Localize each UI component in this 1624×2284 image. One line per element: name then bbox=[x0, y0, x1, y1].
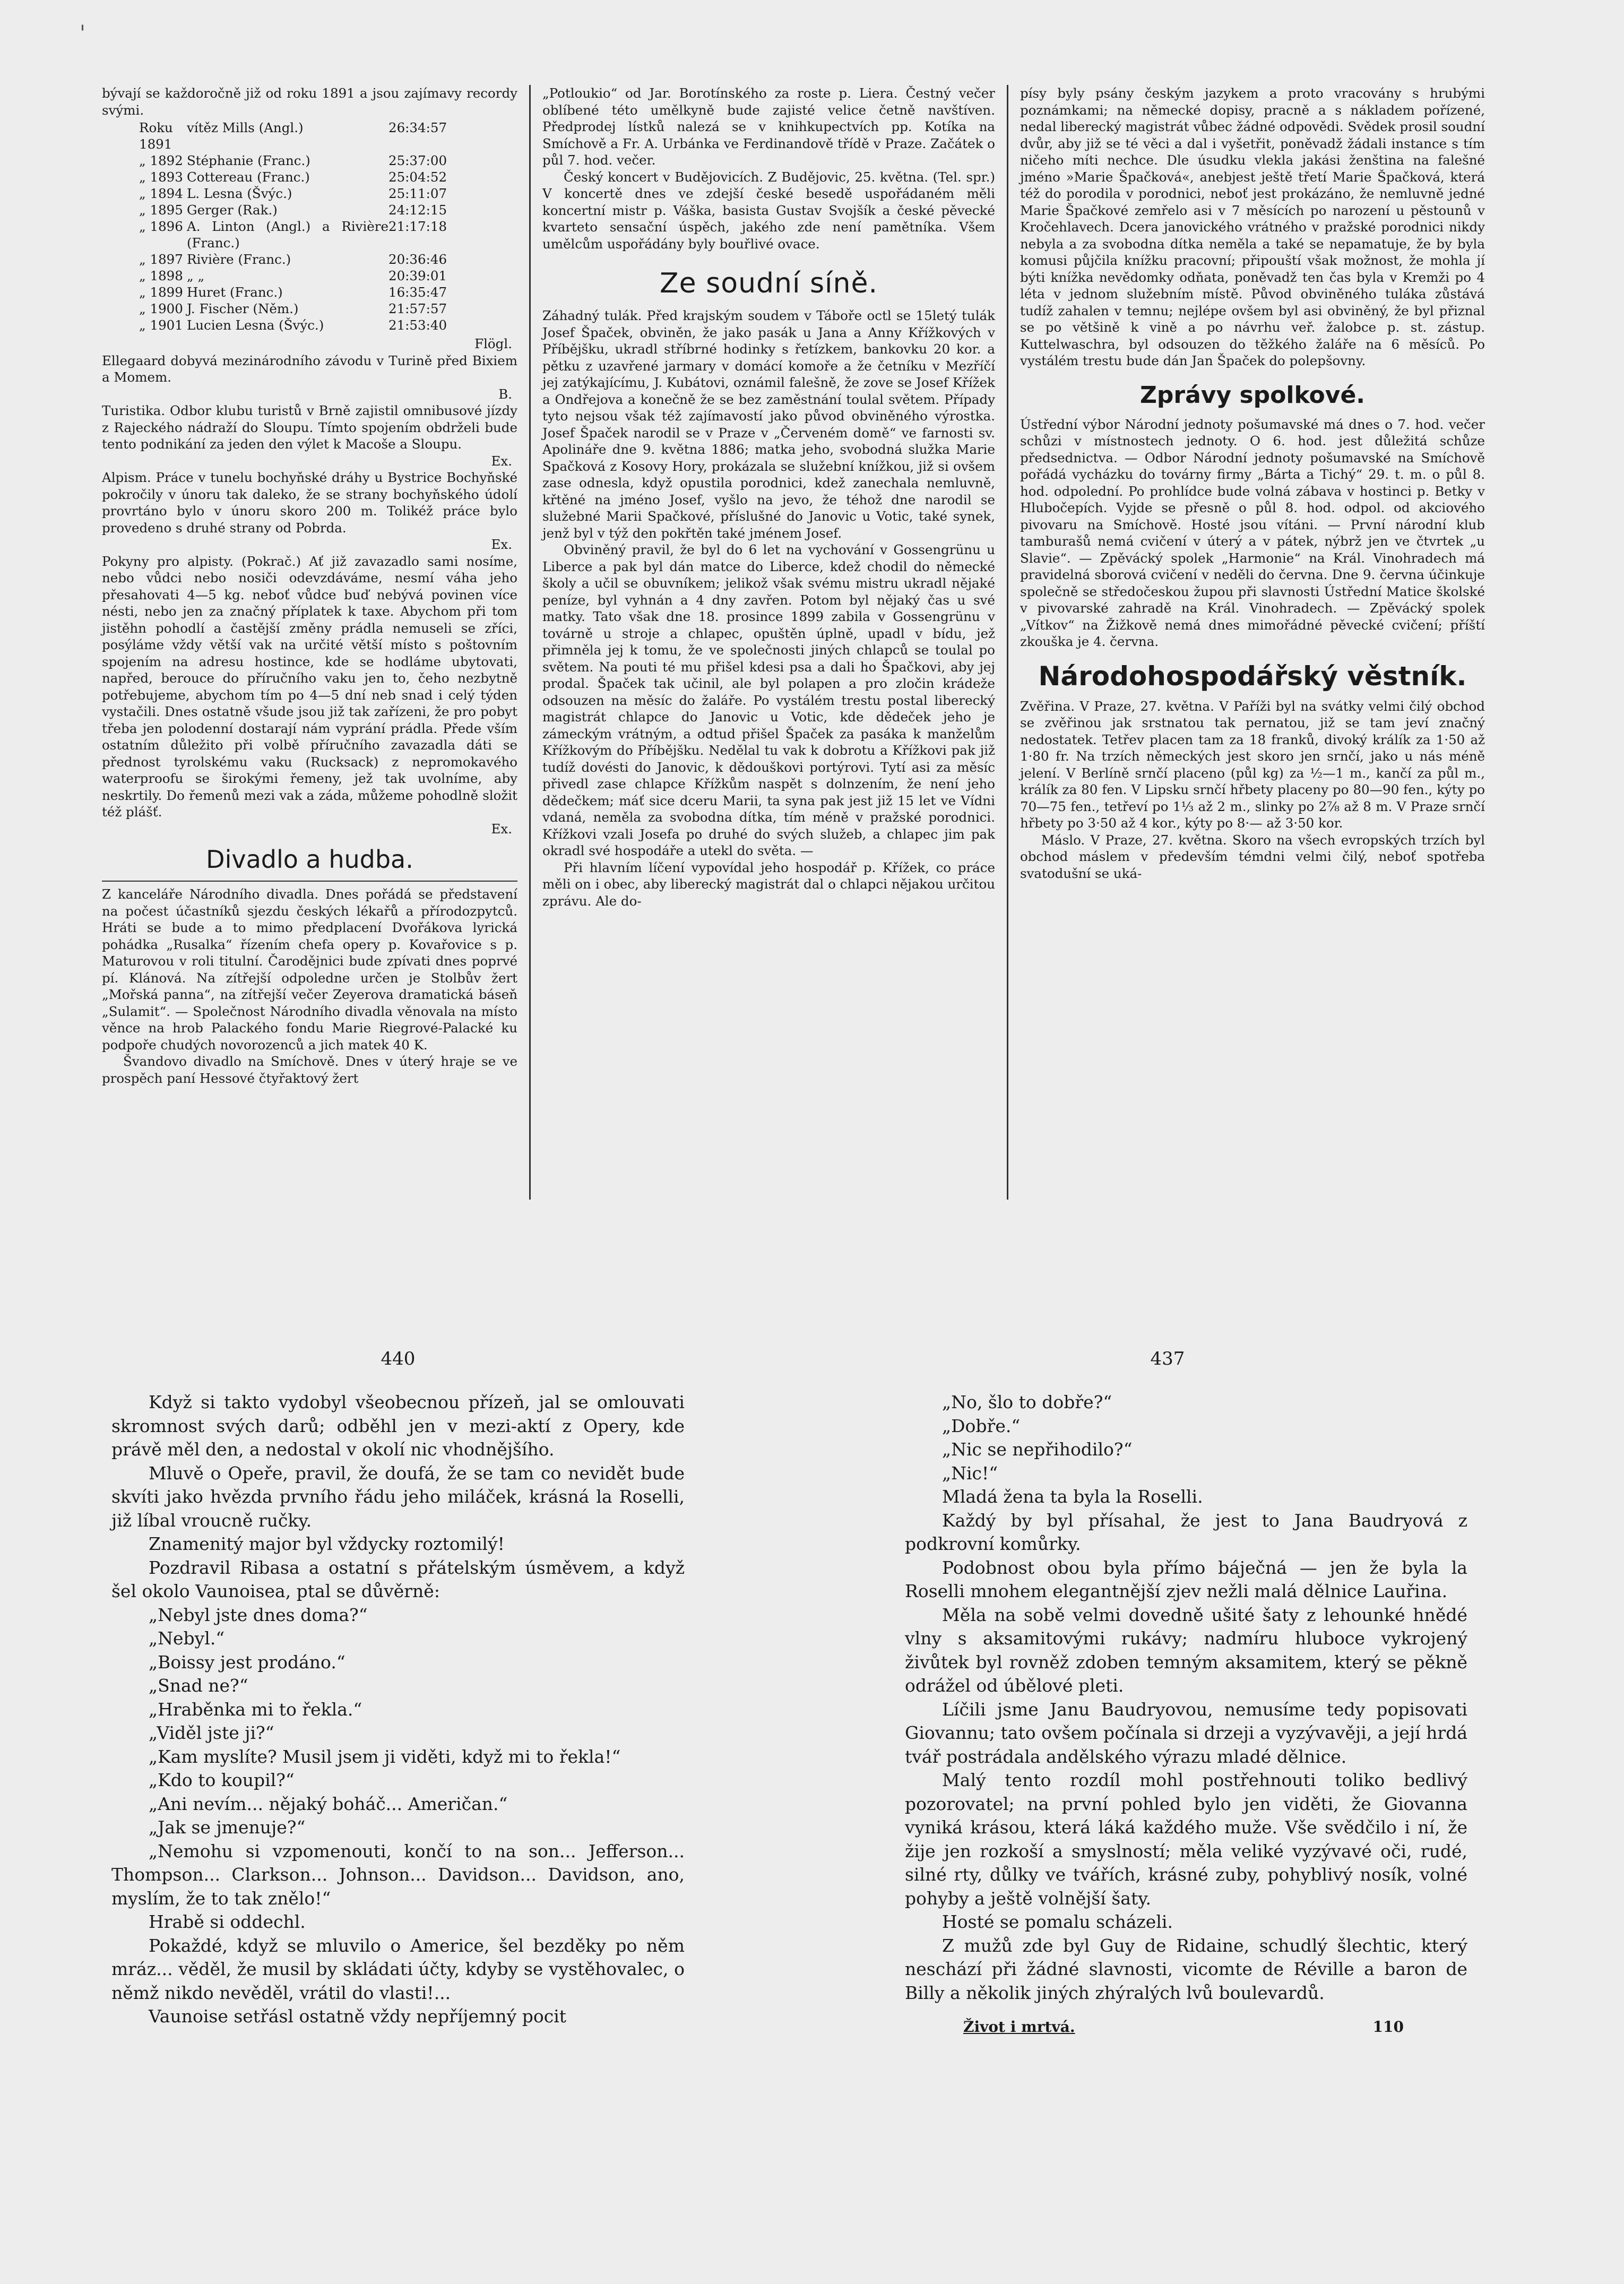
book-footer bbox=[905, 2015, 1467, 2039]
book-paragraph: „Nic se nepřihodilo?“ bbox=[942, 1439, 1133, 1460]
column-1 bbox=[90, 85, 531, 1200]
record-row bbox=[102, 218, 517, 251]
article-zverina: Zvěřina. V Praze, 27. května. V Paříži byl na svátky velmi čilý obchod se zvěřinou jak srstnatou tak pernatou, již se tam jeví značný nedostatek. Tetřev placen tam za 18 franků, divoký králík za 1·50 až 1·80 fr. Na trzích německých jest skoro jen srnčí, jako u nás méně jelení. V Berlíně srnčí placeno (půl kg) za ½—1 m., kančí za půl m., králík za 80 fen. V Lipsku srnčí hřbety placeny po 80—90 fen., kýty po 70—75 fen., tetřeví po 1⅓ až 2 m., slinky po 2⅞ až 8 m. V Praze srnčí hřbety po 3·50 až 4 kor., kýty po 8·— až 3·50 kor. bbox=[1020, 698, 1485, 831]
book-paragraph: Měla na sobě velmi dovedně ušité šaty z lehounké hnědé vlny s aksamitovými rukávy; nadmíru hluboce vykrojený živůtek byl rovněž zdoben temným aksamitem, který se pěkně odrážel od úbělové pleti. bbox=[905, 1604, 1467, 1696]
heading-zpravy-spolkove: Zprávy spolkové. bbox=[1139, 381, 1365, 409]
record-year: „ 1900 bbox=[139, 301, 183, 316]
article-svanda: Švandovo divadlo na Smíchově. Dnes v úterý hraje se ve prospěch paní Hessové čtyřaktový žert bbox=[102, 1054, 517, 1086]
record-row bbox=[102, 317, 517, 333]
record-row bbox=[102, 300, 517, 317]
record-year: „ 1896 bbox=[139, 219, 183, 234]
record-time: 21:53:40 bbox=[388, 317, 447, 333]
book-paragraph: „Jak se jmenuje?“ bbox=[149, 1817, 306, 1838]
signature: Ex. bbox=[491, 821, 512, 837]
record-year: „ 1899 bbox=[139, 285, 183, 300]
record-row bbox=[102, 284, 517, 300]
heading-divadlo: Divadlo a hudba. bbox=[206, 845, 413, 874]
record-row bbox=[102, 268, 517, 284]
book-paragraph: Líčili jsme Janu Baudryovou, nemusíme tedy popisovati Giovannu; tato ovšem počínala si drzeji a vyzývavěji, a její hrdá tvář postrádala andělského výrazu mladé dělnice. bbox=[905, 1699, 1467, 1767]
heading-narodohospodarsky-vestnik: Národohospodářský věstník. bbox=[1038, 660, 1467, 692]
article-spolky: Ústřední výbor Národní jednoty pošumavské má dnes o 7. hod. večer schůzi v místnostech jednoty. O 6. hod. jest důležitá schůze předsednictva. — Odbor Národní jednoty pošumavské na Smíchově pořádá vycházku do továrny firmy „Bárta a Tichý“ 29. t. m. o půl 8. hod. odpolední. Po prohlídce bude volná zábava v hostinci p. Betky v Hlubočepích. Vyjde se přesně o půl 8. hod. odpol. od akciového pivovaru na Smíchově. Hosté jsou vítáni. — První národní klub tamburašů nemá cvičení v úterý a v pátek, nýbrž jen ve čtvrtek „u Slavie“. — Zpěvácký spolek „Harmonie“ na Král. Vinohradech má pravidelná sborová cvičení v neděli do června. Dne 9. června účinkuje společně se středočeskou župou při slavnosti Ústřední Matice školské v pivovarské zahradě na Král. Vinohradech. — Zpěvácký spolek „Vítkov“ na Žižkově nemá dnes mimořádné pěvecké cvičení; příští zkouška je 4. června. bbox=[1020, 416, 1485, 649]
article-koncert: Český koncert v Budějovicích. Z Budějovic, 25. května. (Tel. spr.) V koncertě dnes ve zdejší české besedě uspořádaném měli koncertní mistr p. Váška, basista Gustav Svojšík a české pěvecké kvarteto sensační úspěch, jakého zde není pamětníka. Všem umělcům uspořádány byly bouřlivé ovace. bbox=[542, 169, 995, 252]
signature: B. bbox=[498, 386, 512, 402]
record-row bbox=[102, 202, 517, 218]
book-paragraph: Mluvě o Opeře, pravil, že doufá, že se tam co nevidět bude skvíti jako hvězda prvního řádu jeho miláček, krásná la Roselli, již líbal vroucně ručky. bbox=[111, 1462, 685, 1531]
record-row bbox=[102, 185, 517, 202]
book-paragraph: „Nic!“ bbox=[942, 1462, 998, 1484]
article-pokyny: Pokyny pro alpisty. (Pokrač.) Ať již zavazadlo sami nosíme, nebo vůdci nebo nosiči odevzdáváme, nesmí váha jeho přesahovati 4—5 kg. neboť vůdce buď nebývá povinen více nésti, nebo jen za značný příplatek k taxe. Abychom při tom jistěhn pohodlí a častější změny prádla nemuseli se zříci, posýláme vždy větší vak na určité větší místo s poštovním spojením na adresu hostince, kde se hodláme ubytovati, napřed, berouce do příručního vaku jen to, čeho nezbytně potřebujeme, abychom tím po 4—5 dní neb snad i celý týden vystačili. Dnes ostatně všude jsou již tak zařízeni, že pro pobyt třeba jen polodenní dostarají nám vyprání prádla. Přede vším ostatním důležito při volbě příručního zavazadla dáti se přednost tyrolskému vaku (Rucksack) z nepromokavého waterproofu se širokými řemeny, jež tak uvolníme, aby neskrtily. Do řemenů mezi vak a záda, můžeme pohodlně složit též plášť. bbox=[102, 553, 517, 820]
signature: Ex. bbox=[491, 453, 512, 469]
record-name: J. Fischer (Něm.) bbox=[187, 301, 299, 316]
book-paragraph: „Nemohu si vzpomenouti, končí to na son... Jefferson... Thompson... Clarkson... Johnson... Davidson... Davidson, ano, myslím, že to tak znělo!“ bbox=[111, 1840, 685, 1909]
book-page-left-text bbox=[111, 1391, 685, 2029]
book-paragraph: „Viděl jste ji?“ bbox=[149, 1722, 274, 1743]
record-year: „ 1895 bbox=[139, 202, 183, 218]
record-time: 26:34:57 bbox=[388, 120, 447, 135]
record-row bbox=[102, 169, 517, 185]
article-alpism: Alpism. Práce v tunelu bochyňské dráhy u Bystrice Bochyňské pokročily v únoru tak daleko, že se strany bochyňského údolí provrtáno bylo v únoru skoro 200 m. Tolikéž práce bylo provedeno s druhé strany od Pobrda. bbox=[102, 470, 517, 536]
book-paragraph: „Snad ne?“ bbox=[149, 1675, 248, 1696]
book-page-right-text bbox=[905, 1391, 1467, 2039]
book-page-right bbox=[905, 1348, 1467, 2144]
record-time: 25:11:07 bbox=[388, 186, 447, 201]
book-paragraph: „Hraběnka mi to řekla.“ bbox=[149, 1699, 362, 1720]
footer-number: 110 bbox=[1372, 2018, 1404, 2036]
record-name: Huret (Franc.) bbox=[187, 285, 283, 300]
record-name: Cottereau (Franc.) bbox=[187, 169, 310, 185]
record-row bbox=[102, 251, 517, 268]
book-paragraph: Když si takto vydobyl všeobecnou přízeň, jal se omlouvati skromnost svých darů; odběhl jen v mezi-aktí z Opery, kde právě měl den, a nedostal v okolí nic vhodnějšího. bbox=[111, 1392, 685, 1460]
page-number-right: 437 bbox=[1150, 1348, 1185, 1369]
record-year: „ 1893 bbox=[139, 169, 183, 185]
book-page-left bbox=[111, 1348, 685, 2144]
book-paragraph: „Boissy jest prodáno.“ bbox=[149, 1651, 345, 1673]
record-name: L. Lesna (Švýc.) bbox=[187, 186, 292, 201]
book-paragraph: Malý tento rozdíl mohl postřehnouti toliko bedlivý pozorovatel; na první pohled bylo jen viděti, že Giovanna vyniká krásou, která láká každého muže. Vše svědčilo i ní, že žije jen rozkoší a smyslností; měla veliké vyzývavé oči, rudé, silné rty, důlky ve tvářích, krásné zuby, pohyblivý nosík, volné pohyby a ještě volnější šaty. bbox=[905, 1770, 1467, 1909]
record-name: Rivière (Franc.) bbox=[187, 252, 291, 267]
record-time: 16:35:47 bbox=[388, 285, 447, 300]
column-2 bbox=[531, 85, 1008, 1200]
page-number-left: 440 bbox=[381, 1348, 416, 1369]
record-time: 20:39:01 bbox=[388, 268, 447, 283]
record-name: Lucien Lesna (Švýc.) bbox=[187, 317, 324, 333]
book-paragraph: Pokaždé, když se mluvilo o Americe, šel bezděky po něm mráz... věděl, že musil by skládati účty, kdyby se vystěhovalec, o němž nikdo nevěděl, vrátil do vlasti!... bbox=[111, 1935, 685, 2003]
record-year: „ 1894 bbox=[139, 186, 183, 201]
book-page-right-paragraphs bbox=[905, 1391, 1467, 2005]
article-maslo: Máslo. V Praze, 27. května. Skoro na všech evropských trzích byl obchod máslem v především témdni velmi čilý, neboť spotřeba svatodušní se uká- bbox=[1020, 832, 1485, 881]
record-time: 25:37:00 bbox=[388, 153, 447, 168]
record-year: „ 1897 bbox=[139, 252, 183, 267]
book-paragraph: „Nebyl jste dnes doma?“ bbox=[149, 1604, 368, 1625]
book-paragraph: Hrabě si oddechl. bbox=[149, 1911, 306, 1932]
column-3 bbox=[1008, 85, 1497, 1200]
record-time: 21:57:57 bbox=[388, 301, 447, 316]
book-paragraph: Pozdravil Ribasa a ostatní s přátelským úsměvem, a když šel okolo Vaunoisea, ptal se důvěrně: bbox=[111, 1557, 685, 1601]
book-paragraph: „Dobře.“ bbox=[942, 1415, 1021, 1436]
book-paragraph: „No, šlo to dobře?“ bbox=[942, 1392, 1112, 1412]
heading-soudni-sin: Ze soudní síně. bbox=[660, 268, 878, 299]
article-potloukio: „Potloukio“ od Jar. Borotínského za roste p. Liera. Čestný večer oblíbené této umělkyně bude zajisté velice četně navštíven. Předprodej lístků nalezá se v knihkupectvích pp. Kotíka na Smíchově a Fr. A. Urbánka ve Ferdinandově třídě v Praze. Začátek o půl 7. hod. večer. bbox=[542, 85, 995, 168]
record-row bbox=[102, 119, 517, 152]
newspaper-clipping bbox=[90, 85, 1497, 1200]
record-name: A. Linton (Angl.) a Rivière (Franc.) bbox=[187, 219, 388, 251]
corner-mark: ' bbox=[80, 21, 85, 46]
record-year: „ 1898 bbox=[139, 268, 183, 283]
record-time: 25:04:52 bbox=[388, 169, 447, 185]
book-paragraph: Podobnost obou byla přímo báječná — jen že byla la Roselli mnohem elegantnější zjev nežli malá dělnice Lauřina. bbox=[905, 1557, 1467, 1601]
book-paragraph: Vaunoise setřásl ostatně vždy nepříjemný pocit bbox=[149, 2006, 567, 2027]
article-tulak-1: Záhadný tulák. Před krajským soudem v Táboře octl se 15letý tulák Josef Špaček, obviněn, že jako pasák u Jana a Anny Křížkových v Příbějšku, ukradl stříbrné hodinky s řetízkem, bankovku 20 kor. a pětku z uzavřené jarmary v domácí komoře a že četníku v Mezříčí jej zatýkajícímu, J. Kubátovi, oznámil falešně, že zove se Josef Křížek a Ondřejova a konečně že se bez zaměstnání toulal světem. Případy tyto nejsou však též zajímavostí jako původ obviněného výrostka. Josef Špaček narodil se v Praze v „Červeném domě“ ve farnosti sv. Apolináře dne 9. května 1886; matka jeho, svobodná služka Marie Spačková z Kosovy Hory, prokázala se služební knížkou, již si ovšem zase odnesla, když opustila porodnici, kdež zanechala nemluvně, křtěné na jméno Josef, vyšlo na jevo, že téhož dne narodil se služebné Marii Spačkové, příslušné do Janovic u Votic, také synek, jenž byl v týž den pokřtěn také jménem Josef. bbox=[542, 308, 995, 541]
book-paragraph: Mladá žena ta byla la Roselli. bbox=[942, 1486, 1203, 1507]
record-year: „ 1892 bbox=[139, 153, 183, 168]
record-name: „ „ bbox=[187, 268, 205, 283]
record-time: 20:36:46 bbox=[388, 252, 447, 267]
book-paragraph: Z mužů zde byl Guy de Ridaine, schudlý šlechtic, který neschází při žádné slavnosti, vicomte de Réville a baron de Billy a několik jiných zhýralých lvů boulevardů. bbox=[905, 1935, 1467, 2003]
article-turistika: Turistika. Odbor klubu turistů v Brně zajistil omnibusové jízdy z Rajeckého nádraží do Sloupu. Tímto spojením obdrželi bude tento podnikání za jeden den výlet k Macoše a Sloupu. bbox=[102, 403, 517, 452]
book-paragraph: „Kdo to koupil?“ bbox=[149, 1770, 295, 1790]
divider bbox=[102, 881, 517, 882]
record-time: 21:17:18 bbox=[388, 219, 447, 234]
record-year: „ 1901 bbox=[139, 317, 183, 333]
book-paragraph: Znamenitý major byl vždycky roztomilý! bbox=[149, 1533, 505, 1554]
article-ellegaard: Ellegaard dobyvá mezinárodního závodu v Turině před Bixiem a Momem. bbox=[102, 352, 517, 385]
record-name: Gerger (Rak.) bbox=[187, 202, 278, 218]
article-tulak-cont: písy byly psány českým jazykem a proto vracovány s hrubými poznámkami; na německé dopisy, pracně a s nákladem pořízené, nedal liberecký magistrát vůbec žádné odpovědi. Svědek prosil soudní dvůr, aby již se té věci a dal i vyšetřit, poněvadž žádali instance s tím ničeho míti nechce. Dle úsudku vlekla jakási ženština na falešné jméno »Marie Špačková«, anebjest ještě třetí Marie Špačková, která též do porodila v porodnici, neboť jest prokázáno, že nemluvně jedné Marie Špačkové zemřelo asi v 7 měsících po narození u pěstounů v Kročehlavech. Dcera janovického vrátného v pražské porodnici nikdy nebyla a za svobodna dítka neměla a také se nepamatuje, že by byla komusi půjčila knížku pracovní; připouští však možnost, že mohla jí býti knížka nevědomky odňata, poněvadž ten čas byla v Kremži po 4 léta v jednom služebním místě. Původ obviněného tuláka zůstává tudíž zahalen v temnu; nejlépe ovšem byl asi obviněný, že byl přiznal se po většině k vině a po návrhu veř. žalobce p. st. zástup. Kuttelwaschra, byl odsouzen do těžkého žaláře na 6 měsíců. Po vystálém trestu bude dán Jan Špaček do polepšovny. bbox=[1020, 85, 1485, 368]
record-year: Roku 1891 bbox=[139, 120, 173, 152]
records-intro: bývají se každoročně již od roku 1891 a jsou zajímavy recordy svými. bbox=[102, 85, 517, 118]
book-paragraph: „Ani nevím... nějaký boháč... Američan.“ bbox=[149, 1793, 508, 1814]
record-row bbox=[102, 152, 517, 169]
book-paragraph: „Kam myslíte? Musil jsem ji viděti, když mi to řekla!“ bbox=[149, 1746, 621, 1767]
article-tulak-2: Obviněný pravil, že byl do 6 let na vychování v Gossengrünu u Liberce a pak byl dán matce do Liberce, kdež chodil do německé školy a učil se obuvníkem; jelikož však svému mistru ukradl nějaké peníze, byl vyhnán a 4 dny zavřen. Potom byl nějaký čas u své matky. Tato však dne 18. prosince 1899 zabila v Gossengrünu v továrně u stroje a chlapec, opuštěn úplně, upadl v bídu, jež přimněla jej k tomu, že ve společnosti jiných chlapců se toulal po světem. Na pouti té mu přišel kdesi psa a dali ho Špačkovi, aby jej prodal. Špaček tak učinil, ale byl polapen a pro zločin krádeže odsouzen na měsíc do žaláře. Po vystálém trestu postal liberecký magistrát chlapce do Janovic u Votic, kde dědeček jeho je zámeckým vrátným, a odtud přišel Špaček za pasáka k manželům Křížkovým do Příbějšku. Nedělal tu vak k dobrotu a Křížkovi pak již tudíž dovésti do Janovic, k dědouškovi portýrovi. Tytí asi za měsíc přivedl zase chlapce Křížkům naspět s dolnzením, že není jeho dědečkem; máť sice dceru Marii, ta syna pak jest již 15 let ve Vídni vdaná, neměla za svobodna dítka, tím méně v pražské porodnici. Křížkovi vzali Josefa po druhé do svých služeb, a chlapec jim pak okradl své hospodáře a utekl do světa. — bbox=[542, 542, 995, 858]
record-name: Stéphanie (Franc.) bbox=[187, 153, 310, 168]
record-name: vítěz Mills (Angl.) bbox=[187, 120, 304, 135]
records-table bbox=[102, 119, 517, 333]
book-paragraph: „Nebyl.“ bbox=[149, 1628, 225, 1649]
signature: Flögl. bbox=[474, 336, 512, 351]
record-time: 24:12:15 bbox=[388, 202, 447, 218]
book-paragraph: Hosté se pomalu scházeli. bbox=[942, 1911, 1173, 1932]
book-paragraph: Každý by byl přísahal, že jest to Jana Baudryová z podkrovní komůrky. bbox=[905, 1510, 1467, 1554]
article-kancelar: Z kanceláře Národního divadla. Dnes pořádá se představení na počest účastníků sjezdu českých lékařů a přírodozpytců. Hráti se bude a to mimo předplacení Dvořákova lyrická pohádka „Rusalka“ řízením chefa opery p. Kovařovice s p. Maturovou v roli titulní. Čarodějnici bude zpívati dnes poprvé pí. Klánová. Na zítřejší odpoledne určen je Stolbův žert „Mořská panna“, na zítřejší večer Zeyerova dramatická báseň „Sulamit“. — Společnost Národního divadla věnovala na místo věnce na hrob Palackého fondu Marie Riegrové-Palacké ku podpoře chudých novorozenců a jich matek 40 K. bbox=[102, 886, 517, 1053]
article-tulak-3: Při hlavním líčení vypovídal jeho hospodář p. Křížek, co práce měli on i obec, aby liberecký magistrát dal o chlapci nějakou určitou zprávu. Ale do- bbox=[542, 859, 995, 909]
signature: Ex. bbox=[491, 537, 512, 552]
footer-title: Život i mrtvá. bbox=[963, 2018, 1075, 2036]
